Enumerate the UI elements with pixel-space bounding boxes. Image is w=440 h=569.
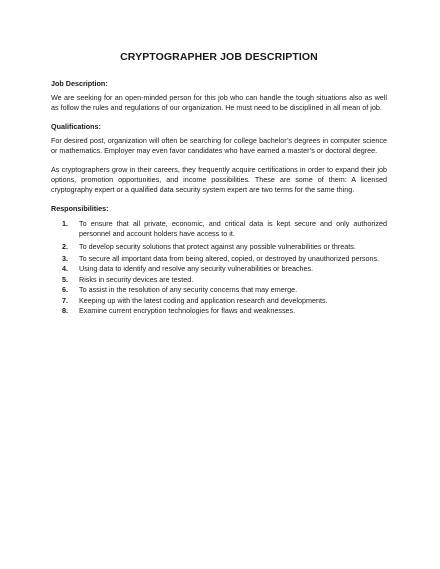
list-item-number: 7. (62, 295, 68, 305)
list-item-text: Using data to identify and resolve any security vulnerabilities or breaches. (79, 264, 314, 274)
section-qualifications (51, 122, 387, 196)
list-item-text: To assist in the resolution of any security concerns that may emerge. (79, 285, 298, 295)
list-item-number: 3. (62, 254, 68, 264)
list-item (51, 285, 387, 295)
job-description-paragraph: We are seeking for an open-minded person for this job who can handle the tough situations also as well as follow the rules and regulations of our organization. He must need to be disciplined in all mean of job. (51, 93, 387, 113)
section-responsibilities (51, 204, 387, 317)
list-item-number: 5. (62, 274, 68, 284)
list-item-text: To develop security solutions that protect against any possible vulnerabilities or threats. (79, 241, 356, 251)
list-item-number: 6. (62, 285, 68, 295)
list-item-text: Keeping up with the latest coding and application research and developments. (79, 295, 328, 305)
section-heading-job-description: Job Description: (51, 79, 108, 88)
list-item (51, 242, 387, 252)
section-heading-qualifications: Qualifications: (51, 121, 101, 131)
list-item-text: To secure all important data from being altered, copied, or destroyed by unauthorized persons. (79, 254, 380, 264)
list-item-number: 2. (62, 241, 68, 251)
section-heading-responsibilities: Responsibilities: (51, 203, 109, 213)
list-item-number: 1. (62, 218, 68, 228)
list-item-number: 4. (62, 264, 68, 274)
list-item-text: Examine current encryption technologies for flaws and weaknesses. (79, 306, 296, 316)
list-item (51, 275, 387, 285)
list-item-number: 8. (62, 306, 68, 316)
document-title: CRYPTOGRAPHER JOB DESCRIPTION (120, 51, 318, 63)
responsibilities-list (51, 219, 387, 317)
list-item (51, 296, 387, 306)
qualifications-paragraph-2: As cryptographers grow in their careers, they frequently acquire certifications in order to expand their job options, promotion opportunities, and income possibilities. These are some of them: A licensed cryptography expert or a qualified data security system expert are two terms for the same thing. (51, 164, 387, 195)
list-item-text: To ensure that all private, economic, and critical data is kept secure and only authorized personnel and account holders have access to it. (79, 218, 387, 239)
section-job-description (51, 79, 387, 114)
list-item (51, 264, 387, 274)
list-item (51, 306, 387, 316)
list-item (51, 219, 387, 240)
list-item (51, 254, 387, 264)
qualifications-paragraph-1: For desired post, organization will often be searching for college bachelor’s degrees in computer science or mathematics. Employer may even favor candidates who have earned a master’s or doctoral degree. (51, 135, 387, 156)
list-item-text: Risks in security devices are tested. (79, 274, 194, 284)
